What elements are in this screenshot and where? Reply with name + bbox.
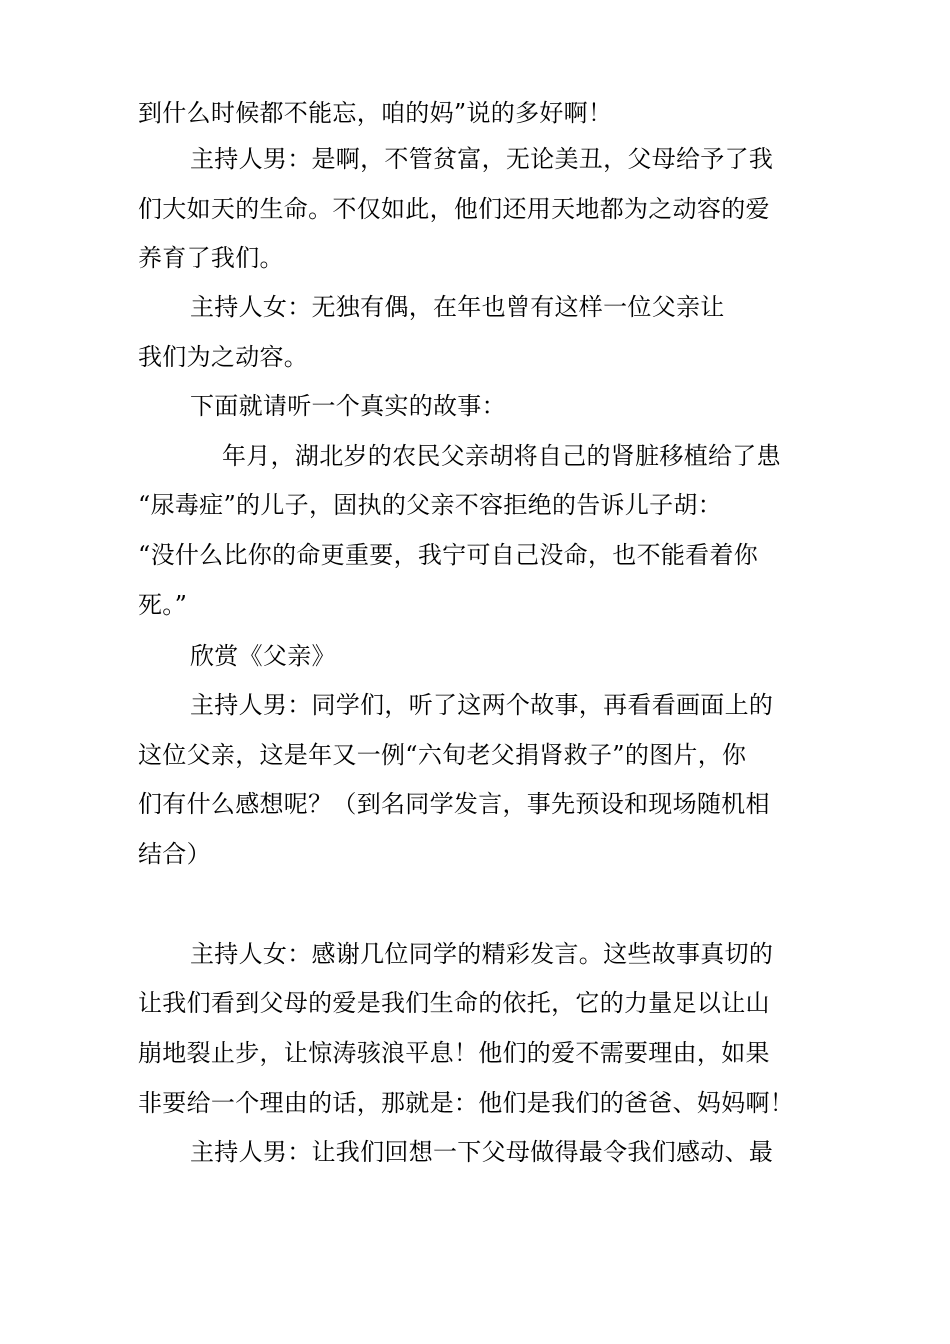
text-line-4: 养育了我们。	[138, 244, 284, 272]
text-line-9: “尿毒症”的儿子，固执的父亲不容拒绝的告诉儿子胡：	[138, 491, 723, 519]
text-line-14: 这位父亲，这是年又一例“六旬老父捐肾救子”的图片，你	[138, 741, 747, 769]
text-line-2: 主持人男：是啊，不管贫富，无论美丑，父母给予了我	[190, 145, 774, 173]
text-line-11: 死。”	[138, 591, 188, 619]
text-line-20: 非要给一个理由的话，那就是：他们是我们的爸爸、妈妈啊！	[138, 1089, 795, 1117]
text-line-13: 主持人男：同学们，听了这两个故事，再看看画面上的	[190, 691, 774, 719]
text-line-21: 主持人男：让我们回想一下父母做得最令我们感动、最	[190, 1138, 774, 1166]
text-line-1: 到什么时候都不能忘，咱的妈”说的多好啊！	[138, 99, 613, 127]
text-line-19: 崩地裂止步，让惊涛骇浪平息！他们的爱不需要理由，如果	[138, 1039, 770, 1067]
text-line-3: 们大如天的生命。不仅如此，他们还用天地都为之动容的爱	[138, 195, 770, 223]
text-line-5: 主持人女：无独有偶，在年也曾有这样一位父亲让	[190, 293, 725, 321]
text-line-18: 让我们看到父母的爱是我们生命的依托，它的力量足以让山	[138, 989, 770, 1017]
text-line-10: “没什么比你的命更重要，我宁可自己没命，也不能看着你	[138, 541, 759, 569]
text-line-8: 年月，湖北岁的农民父亲胡将自己的肾脏移植给了患	[222, 442, 781, 470]
text-line-17: 主持人女：感谢几位同学的精彩发言。这些故事真切的	[190, 940, 774, 968]
text-line-7: 下面就请听一个真实的故事：	[190, 392, 506, 420]
text-line-16: 结合）	[138, 840, 211, 868]
text-line-12: 欣赏《父亲》	[190, 642, 336, 670]
text-line-15: 们有什么感想呢？（到名同学发言，事先预设和现场随机相	[138, 790, 770, 818]
text-line-6: 我们为之动容。	[138, 343, 309, 371]
